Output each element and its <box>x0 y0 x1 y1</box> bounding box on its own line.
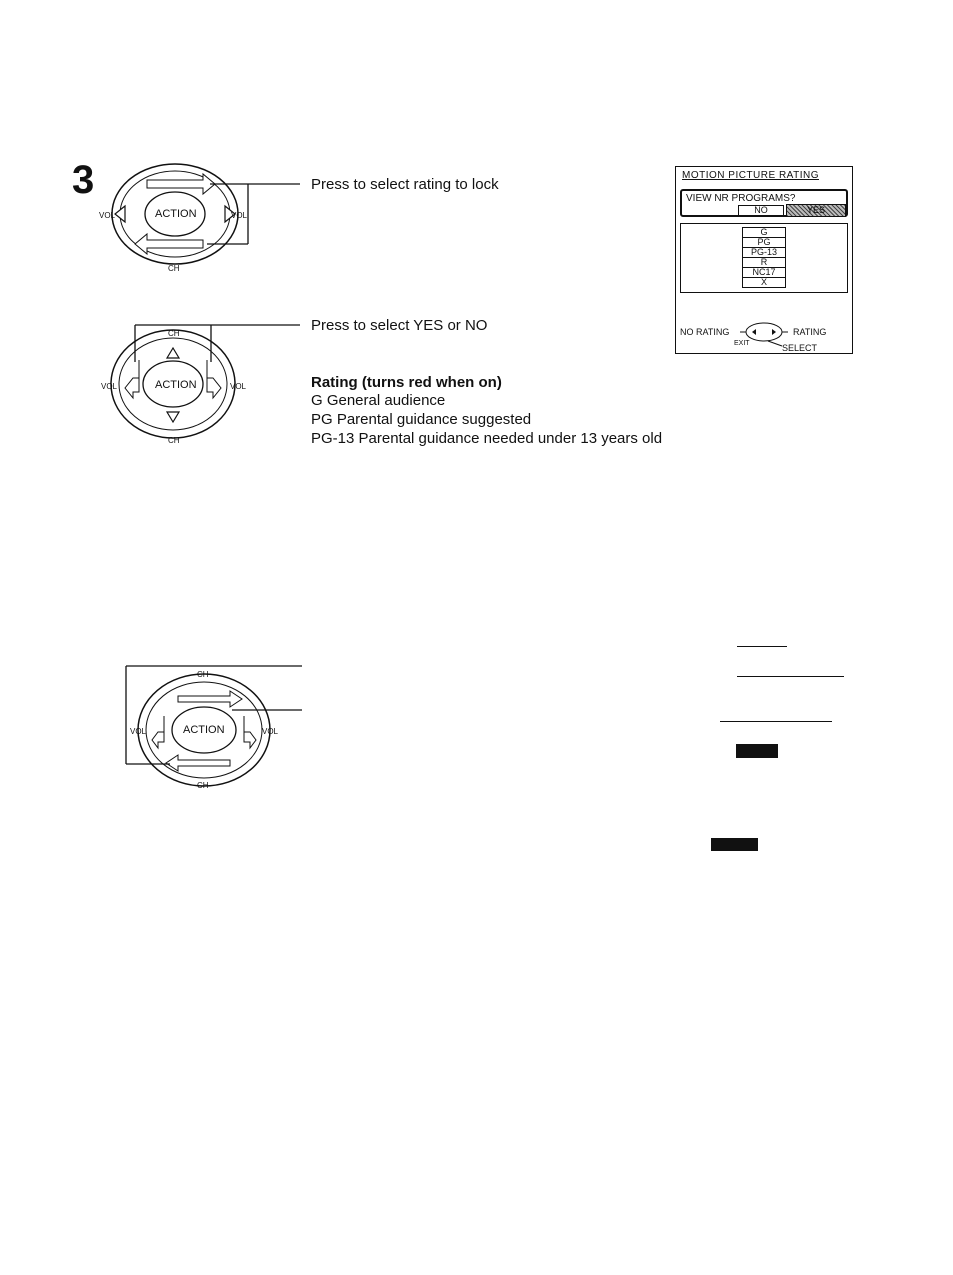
osd-rating-list <box>680 223 848 293</box>
osd-rating-x[interactable]: X <box>742 277 786 288</box>
osd-footer-rating: RATING <box>793 327 827 337</box>
rating-item-g: G General audience <box>311 392 446 409</box>
rating-item-pg: PG Parental guidance suggested <box>311 411 532 428</box>
underline-1 <box>737 646 787 647</box>
view-nr-programs-box <box>680 189 848 217</box>
underline-3 <box>720 721 832 722</box>
step-number: 3 <box>72 158 95 202</box>
ch-label-2-top: CH <box>168 329 180 338</box>
osd-yes-option[interactable]: YES <box>786 204 846 217</box>
rating-item-pg13: PG-13 Parental guidance needed under 13 years old <box>311 430 663 447</box>
osd-question: VIEW NR PROGRAMS? <box>686 193 796 204</box>
osd-title: MOTION PICTURE RATING <box>682 170 819 181</box>
action-button-label-2: ACTION <box>155 379 197 391</box>
underline-2 <box>737 676 844 677</box>
action-button-label-1: ACTION <box>155 208 197 220</box>
osd-exit-label: EXIT <box>734 340 750 347</box>
osd-no-option[interactable]: NO <box>738 205 784 216</box>
redacted-block-1 <box>736 744 778 758</box>
osd-rating-pg13[interactable]: PG-13 <box>742 247 786 258</box>
osd-rating-pg[interactable]: PG <box>742 237 786 248</box>
motion-picture-rating-screen <box>675 166 853 354</box>
vol-label-right-2: VOL <box>230 382 247 391</box>
ch-label-3-top: CH <box>197 670 209 679</box>
vol-label-left-2: VOL <box>101 382 118 391</box>
osd-rating-g[interactable]: G <box>742 227 786 238</box>
vol-label-left-3: VOL <box>130 727 147 736</box>
ch-label-1: CH <box>168 264 180 273</box>
osd-select-label: SELECT <box>782 343 818 353</box>
instruction-select-yes-no: Press to select YES or NO <box>311 317 488 334</box>
vol-label-left-1: VOL <box>99 211 116 220</box>
remote-dpad-up-down <box>95 160 310 275</box>
ch-label-2-bottom: CH <box>168 436 180 445</box>
remote-dpad-left-right <box>95 318 310 443</box>
instruction-select-rating: Press to select rating to lock <box>311 176 499 193</box>
osd-footer-no-rating: NO RATING <box>680 327 730 337</box>
osd-rating-r[interactable]: R <box>742 257 786 268</box>
vol-label-right-3: VOL <box>262 727 279 736</box>
vol-label-right-1: VOL <box>231 211 248 220</box>
action-button-label-3: ACTION <box>183 724 225 736</box>
osd-rating-nc17[interactable]: NC17 <box>742 267 786 278</box>
redacted-block-2 <box>711 838 758 851</box>
ch-label-3-bottom: CH <box>197 781 209 790</box>
rating-heading: Rating (turns red when on) <box>311 374 502 391</box>
